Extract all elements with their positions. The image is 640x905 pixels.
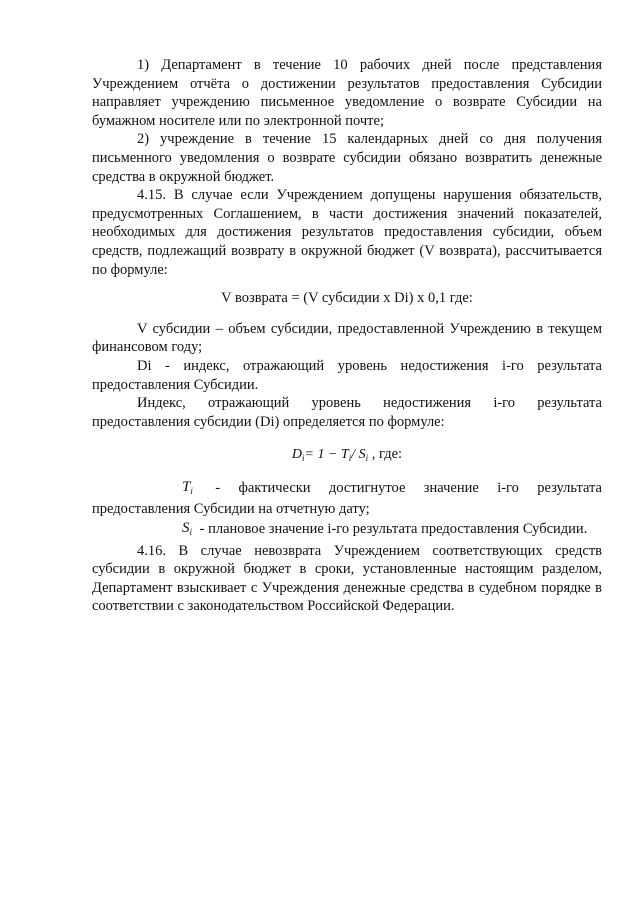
ti-symbol: $T_i$	[182, 478, 193, 496]
formula-di-lhs: $D_i$	[291, 447, 305, 464]
paragraph-notification: 1) Департамент в течение 10 рабочих дней после представления Учреждением отчёта о достижении результатов предоставления Субсидии направляет учреждению письменное уведомление о возврате Субсидии на бумажном носителе или по электронной почте;	[92, 57, 602, 129]
definition-ti	[92, 478, 602, 519]
si-symbol: $S_i$	[182, 520, 193, 538]
formula-di-rhs-b: / $S_i$	[351, 447, 369, 464]
si-text: - плановое значение i-го результата предоставления Субсидии.	[196, 521, 588, 538]
definition-di: Di - индекс, отражающий уровень недостижения i-го результата предоставления Субсидии.	[92, 357, 602, 393]
paragraph-index-formula-intro: Индекс, отражающий уровень недостижения i-го результата предоставления субсидии (Di) определяется по формуле:	[92, 395, 602, 430]
formula-di	[92, 445, 602, 468]
paragraph-section-4-15: 4.15. В случае если Учреждением допущены нарушения обязательств, предусмотренных Соглашением, в части достижения значений показателей, необходимых для достижения результатов предоставления субсидии, объем средств, подлежащий возврату в окружной бюджет (V возврата), рассчитывается по формуле:	[92, 187, 602, 278]
formula-di-rhs-a: = $1 - T_i$	[304, 447, 352, 464]
definition-v-subsidy: V субсидии – объем субсидии, предоставленной Учреждению в текущем финансовом году;	[92, 320, 602, 356]
definition-si	[92, 519, 602, 542]
document-page	[92, 56, 602, 616]
ti-text: - фактически достигнутое значение i-го результата предоставления Субсидии на отчетную дату;	[92, 479, 602, 518]
paragraph-return-deadline: 2) учреждение в течение 15 календарных дней со дня получения письменного уведомления о возврате субсидии обязано возвратить денежные средства в окружной бюджет.	[92, 131, 602, 185]
formula-di-tail: , где:	[368, 446, 403, 463]
paragraph-section-4-16: 4.16. В случае невозврата Учреждением соответствующих средств субсидии в окружной бюджет в сроки, установленные настоящим разделом, Департамент взыскивает с Учреждения денежные средства в судебном порядке в соответствии с законодательством Российской Федерации.	[92, 542, 602, 615]
formula-v-return: V возврата = (V субсидии x Di) x 0,1 где:	[221, 290, 473, 307]
